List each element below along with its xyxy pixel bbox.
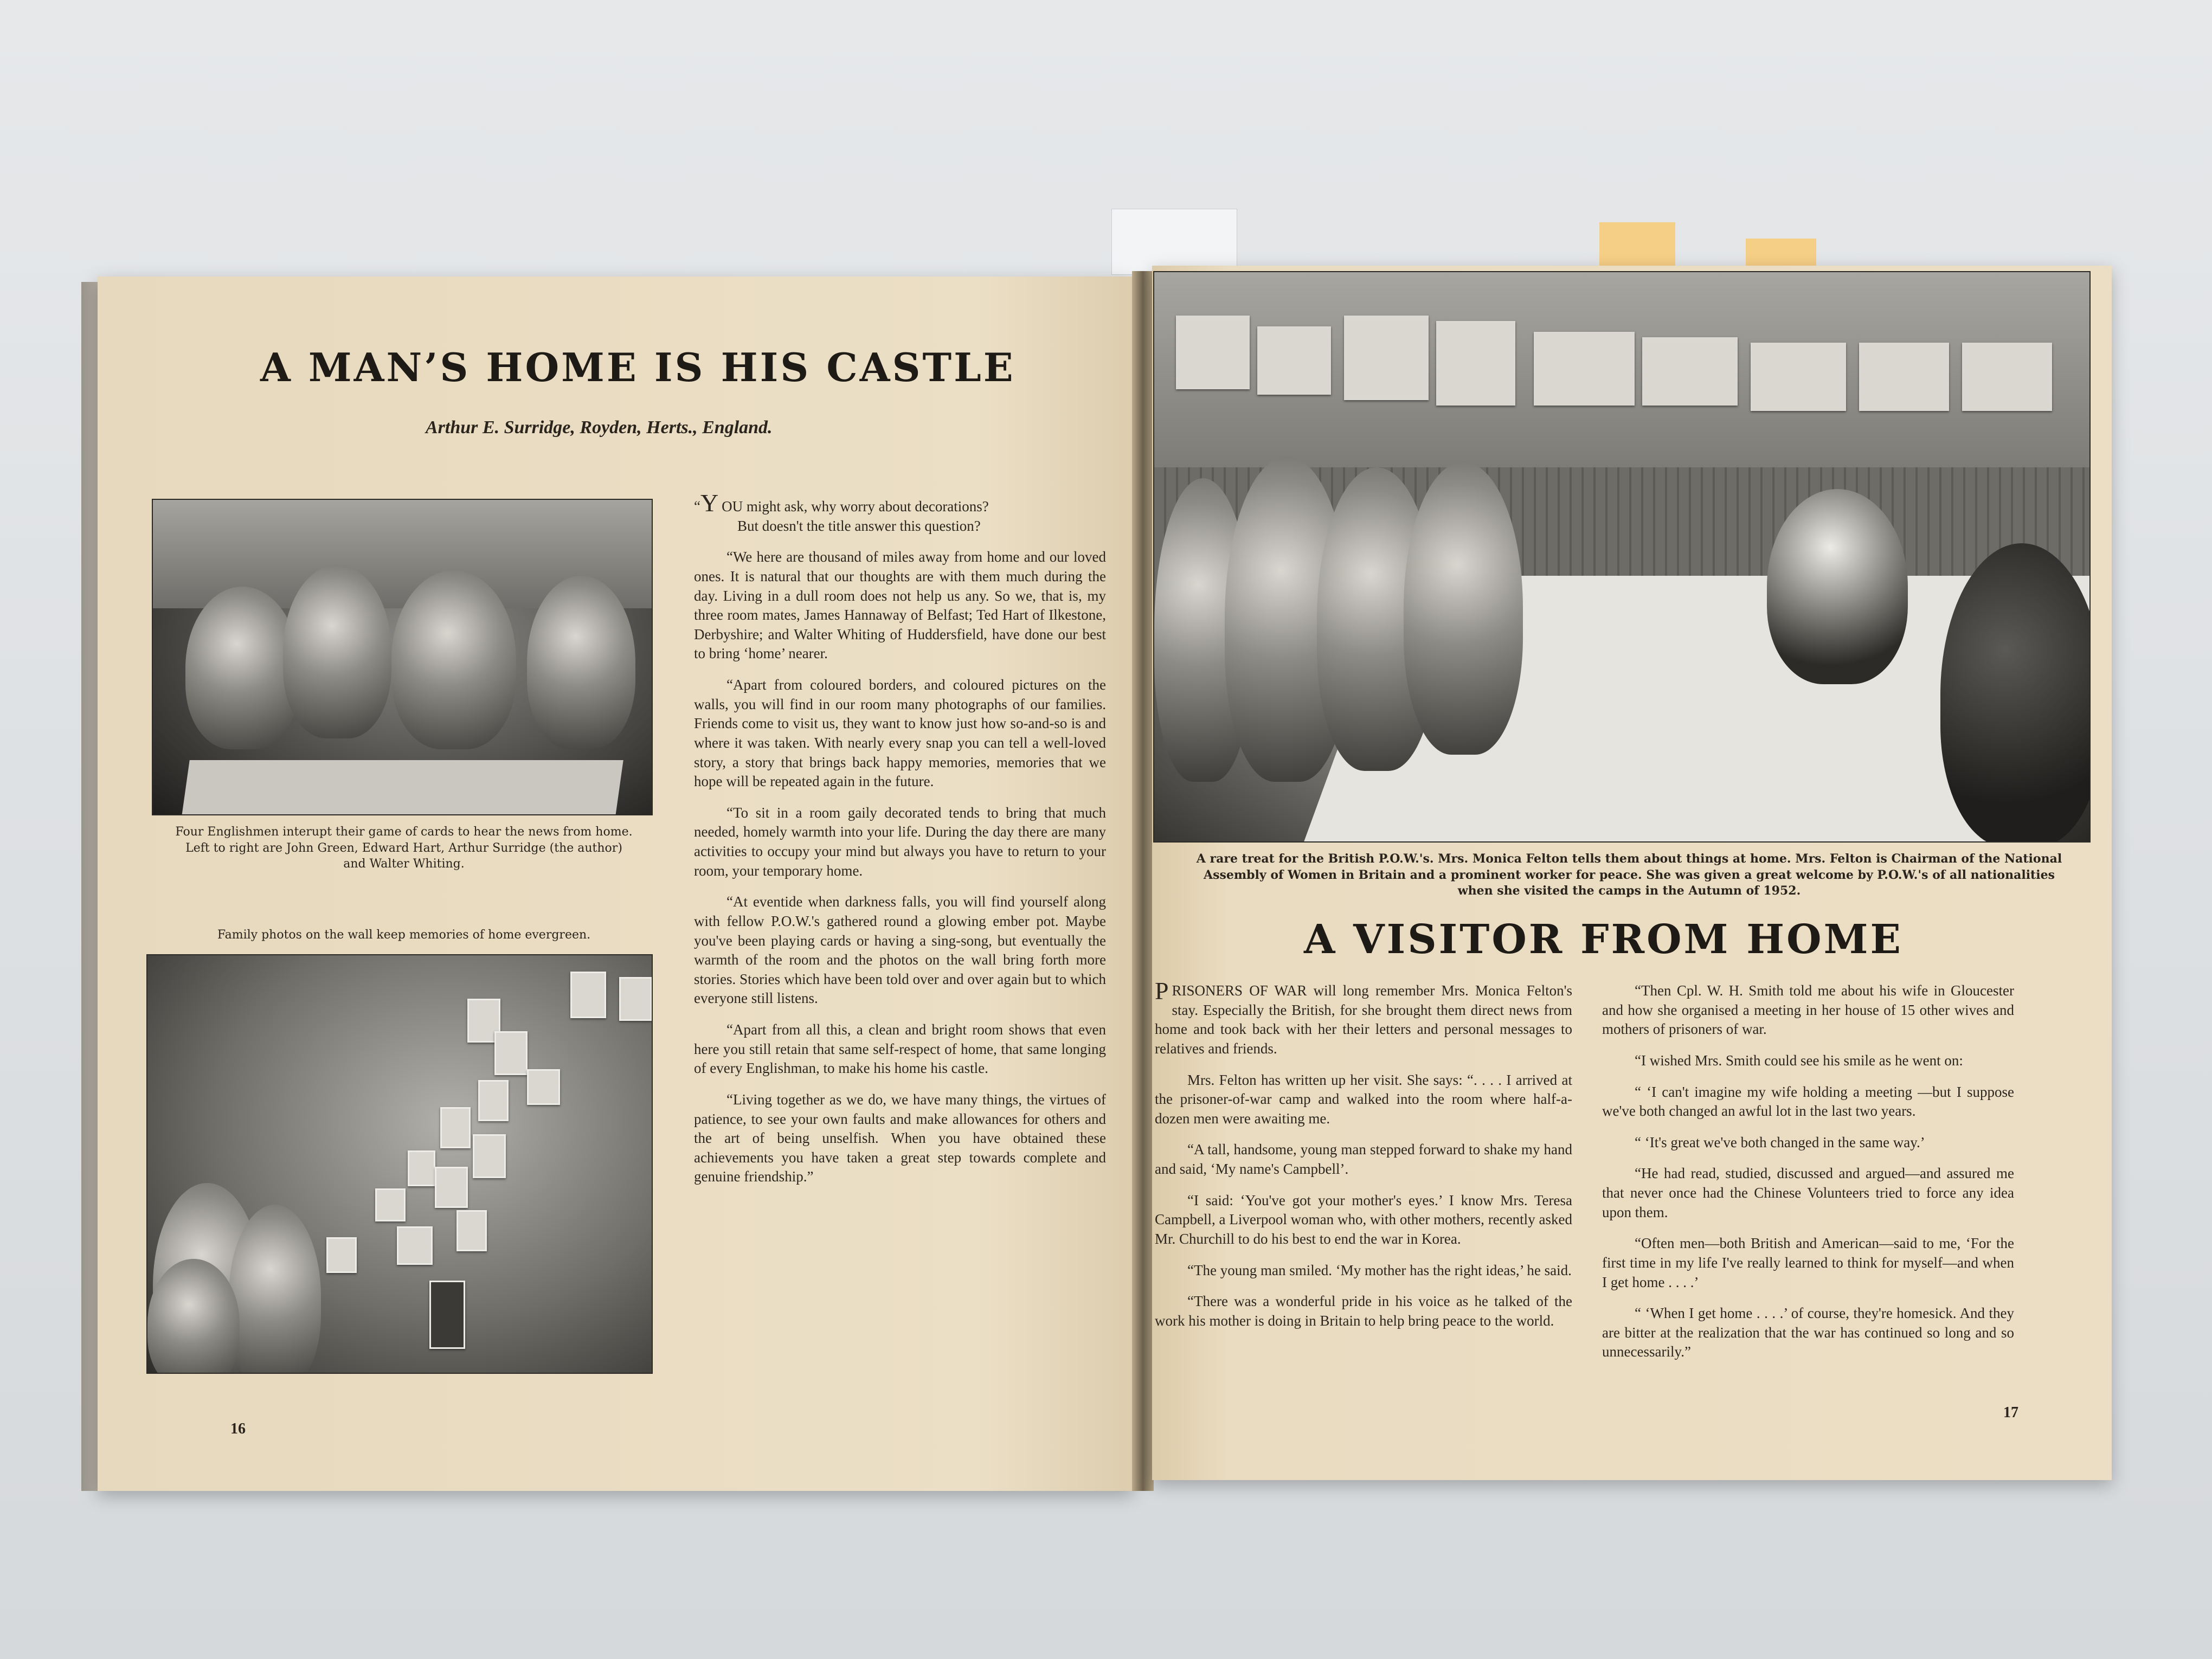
opening-paragraph: “Y OU might ask, why worry about decorations? But doesn't the title answer this question? — [694, 489, 989, 534]
paragraph: “I wished Mrs. Smith could see his smile as he went on: — [1635, 1052, 1963, 1069]
paragraph: “The young man smiled. ‘My mother has the right ideas,’ he said. — [1187, 1262, 1572, 1278]
paragraph: “There was a wonderful pride in his voice as he talked of the work his mother is doing in Britain to help bring peace to the world. — [1155, 1293, 1572, 1329]
drop-cap-p: P — [1155, 977, 1169, 1005]
paragraph: “Apart from coloured borders, and coloured pictures on the walls, you will find in our room many photographs of our families. Friends come to visit us, they want to know just how so-and-so is and where it was taken. With nearly every snap you can tell a well-loved story, a story that brings back happy memories, memories that we hope will be repeated again in the future. — [694, 677, 1106, 790]
paragraph: “We here are thousand of miles away from home and our loved ones. It is natural that our thoughts are with them much during the day. Living in a dull room does not help us any. So we, that is, my three room mates, James Hannaway of Belfast; Ted Hart of Ilkestone, Derbyshire; and Walter Whiting of Huddersfield, have done our best to bring ‘home’ nearer. — [694, 549, 1106, 662]
photo-family-wall — [146, 954, 653, 1374]
paragraph: “Apart from all this, a clean and bright room shows that even here you still retain that same self-respect of home, that same longing of every Englishman, to make his home his castle. — [694, 1021, 1106, 1077]
article-title-right: A VISITOR FROM HOME — [1304, 916, 1903, 963]
article-text-left — [694, 489, 1106, 1199]
paragraph: “He had read, studied, discussed and argued—and assured me that never once had the Chinese Volunteers tried to force any idea upon them. — [1602, 1165, 2014, 1220]
page-number-right: 17 — [2003, 1404, 2018, 1421]
photo1-caption: Four Englishmen interupt their game of cards to hear the news from home. Left to right are John Green, Edward Hart, Arthur Surridge (the author) and Walter Whiting. — [175, 825, 633, 871]
paragraph: “I said: ‘You've got your mother's eyes.’ I know Mrs. Teresa Campbell, a Liverpool woman who, with other mothers, recently asked Mr. Churchill to do his best to end the war in Korea. — [1155, 1192, 1572, 1247]
paragraph: “To sit in a room gaily decorated tends to bring that much needed, homely warmth into your life. During the day there are many activities to occupy your mind but always you have to return to your room, your temporary home. — [694, 804, 1106, 879]
paragraph: “Often men—both British and American—said to me, ‘For the first time in my life I've really learned to think for myself—and when I get home . . . .’ — [1602, 1235, 2014, 1290]
article-text-col2 — [1602, 981, 2014, 1374]
paragraph: Mrs. Felton has written up her visit. She says: “. . . . I arrived at the prisoner-of-war camp and walked into the room where half-a-dozen men were awaiting me. — [1155, 1071, 1572, 1127]
magazine-spine — [1132, 271, 1154, 1491]
white-bookmark-tab — [1111, 209, 1237, 275]
article-title-left: A MAN’S HOME IS HIS CASTLE — [260, 344, 1015, 390]
paragraph: “ ‘When I get home . . . .’ of course, they're homesick. And they are bitter at the realization that the war has continued so long and so unnecessarily.” — [1602, 1305, 2014, 1360]
right-page — [1152, 266, 2112, 1480]
article-text-col1 — [1155, 977, 1572, 1342]
photo-caption-right: A rare treat for the British P.O.W.'s. Mrs. Monica Felton tells them about things at home. Mrs. Felton is Chairman of the National Assembly of Women in Britain and a prominent worker for peace. She was given a great welcome by P.O.W.'s of all nationalities when she visited the camps in the Autumn of 1952. — [1196, 852, 2062, 898]
photo-visitor-table — [1153, 271, 2091, 843]
article-byline: Arthur E. Surridge, Royden, Herts., England. — [426, 417, 773, 438]
photo2-caption: Family photos on the wall keep memories of home evergreen. — [217, 928, 591, 942]
page-number-left: 16 — [230, 1420, 246, 1437]
paragraph: “Living together as we do, we have many things, the virtues of patience, to see your own faults and make allowances for others and the art of being unselfish. When you have obtained these achievements you have taken a great step towards complete and genuine friendship.” — [694, 1091, 1106, 1185]
paragraph: “ ‘It's great we've both changed in the same way.’ — [1635, 1134, 1925, 1150]
paragraph: “Then Cpl. W. H. Smith told me about his wife in Gloucester and how she organised a meeting in her house of 15 other wives and mothers of prisoners of war. — [1602, 982, 2014, 1038]
drop-cap-y: Y — [700, 489, 719, 517]
paragraph: “ ‘I can't imagine my wife holding a meeting —but I suppose we've both changed an awful lot in the last two years. — [1602, 1083, 2014, 1120]
paragraph: “A tall, handsome, young man stepped forward to shake my hand and said, ‘My name's Campbell’. — [1155, 1141, 1572, 1177]
opening-paragraph-right: PRISONERS OF WAR will long remember Mrs. Monica Felton's stay. Especially the British, for she brought them direct news from home and took back with her their letters and personal messages to relatives and friends. — [1155, 977, 1572, 1057]
photo-card-players — [152, 499, 653, 815]
left-page — [98, 276, 1133, 1491]
paragraph: “At eventide when darkness falls, you will find yourself along with fellow P.O.W.'s gathered round a glowing ember pot. Maybe you've been playing cards or having a sing-song, but eventually the warmth of the room and the photos on the wall bring forth more stories. Stories which have been told over and over again but to which everyone still listens. — [694, 893, 1106, 1007]
